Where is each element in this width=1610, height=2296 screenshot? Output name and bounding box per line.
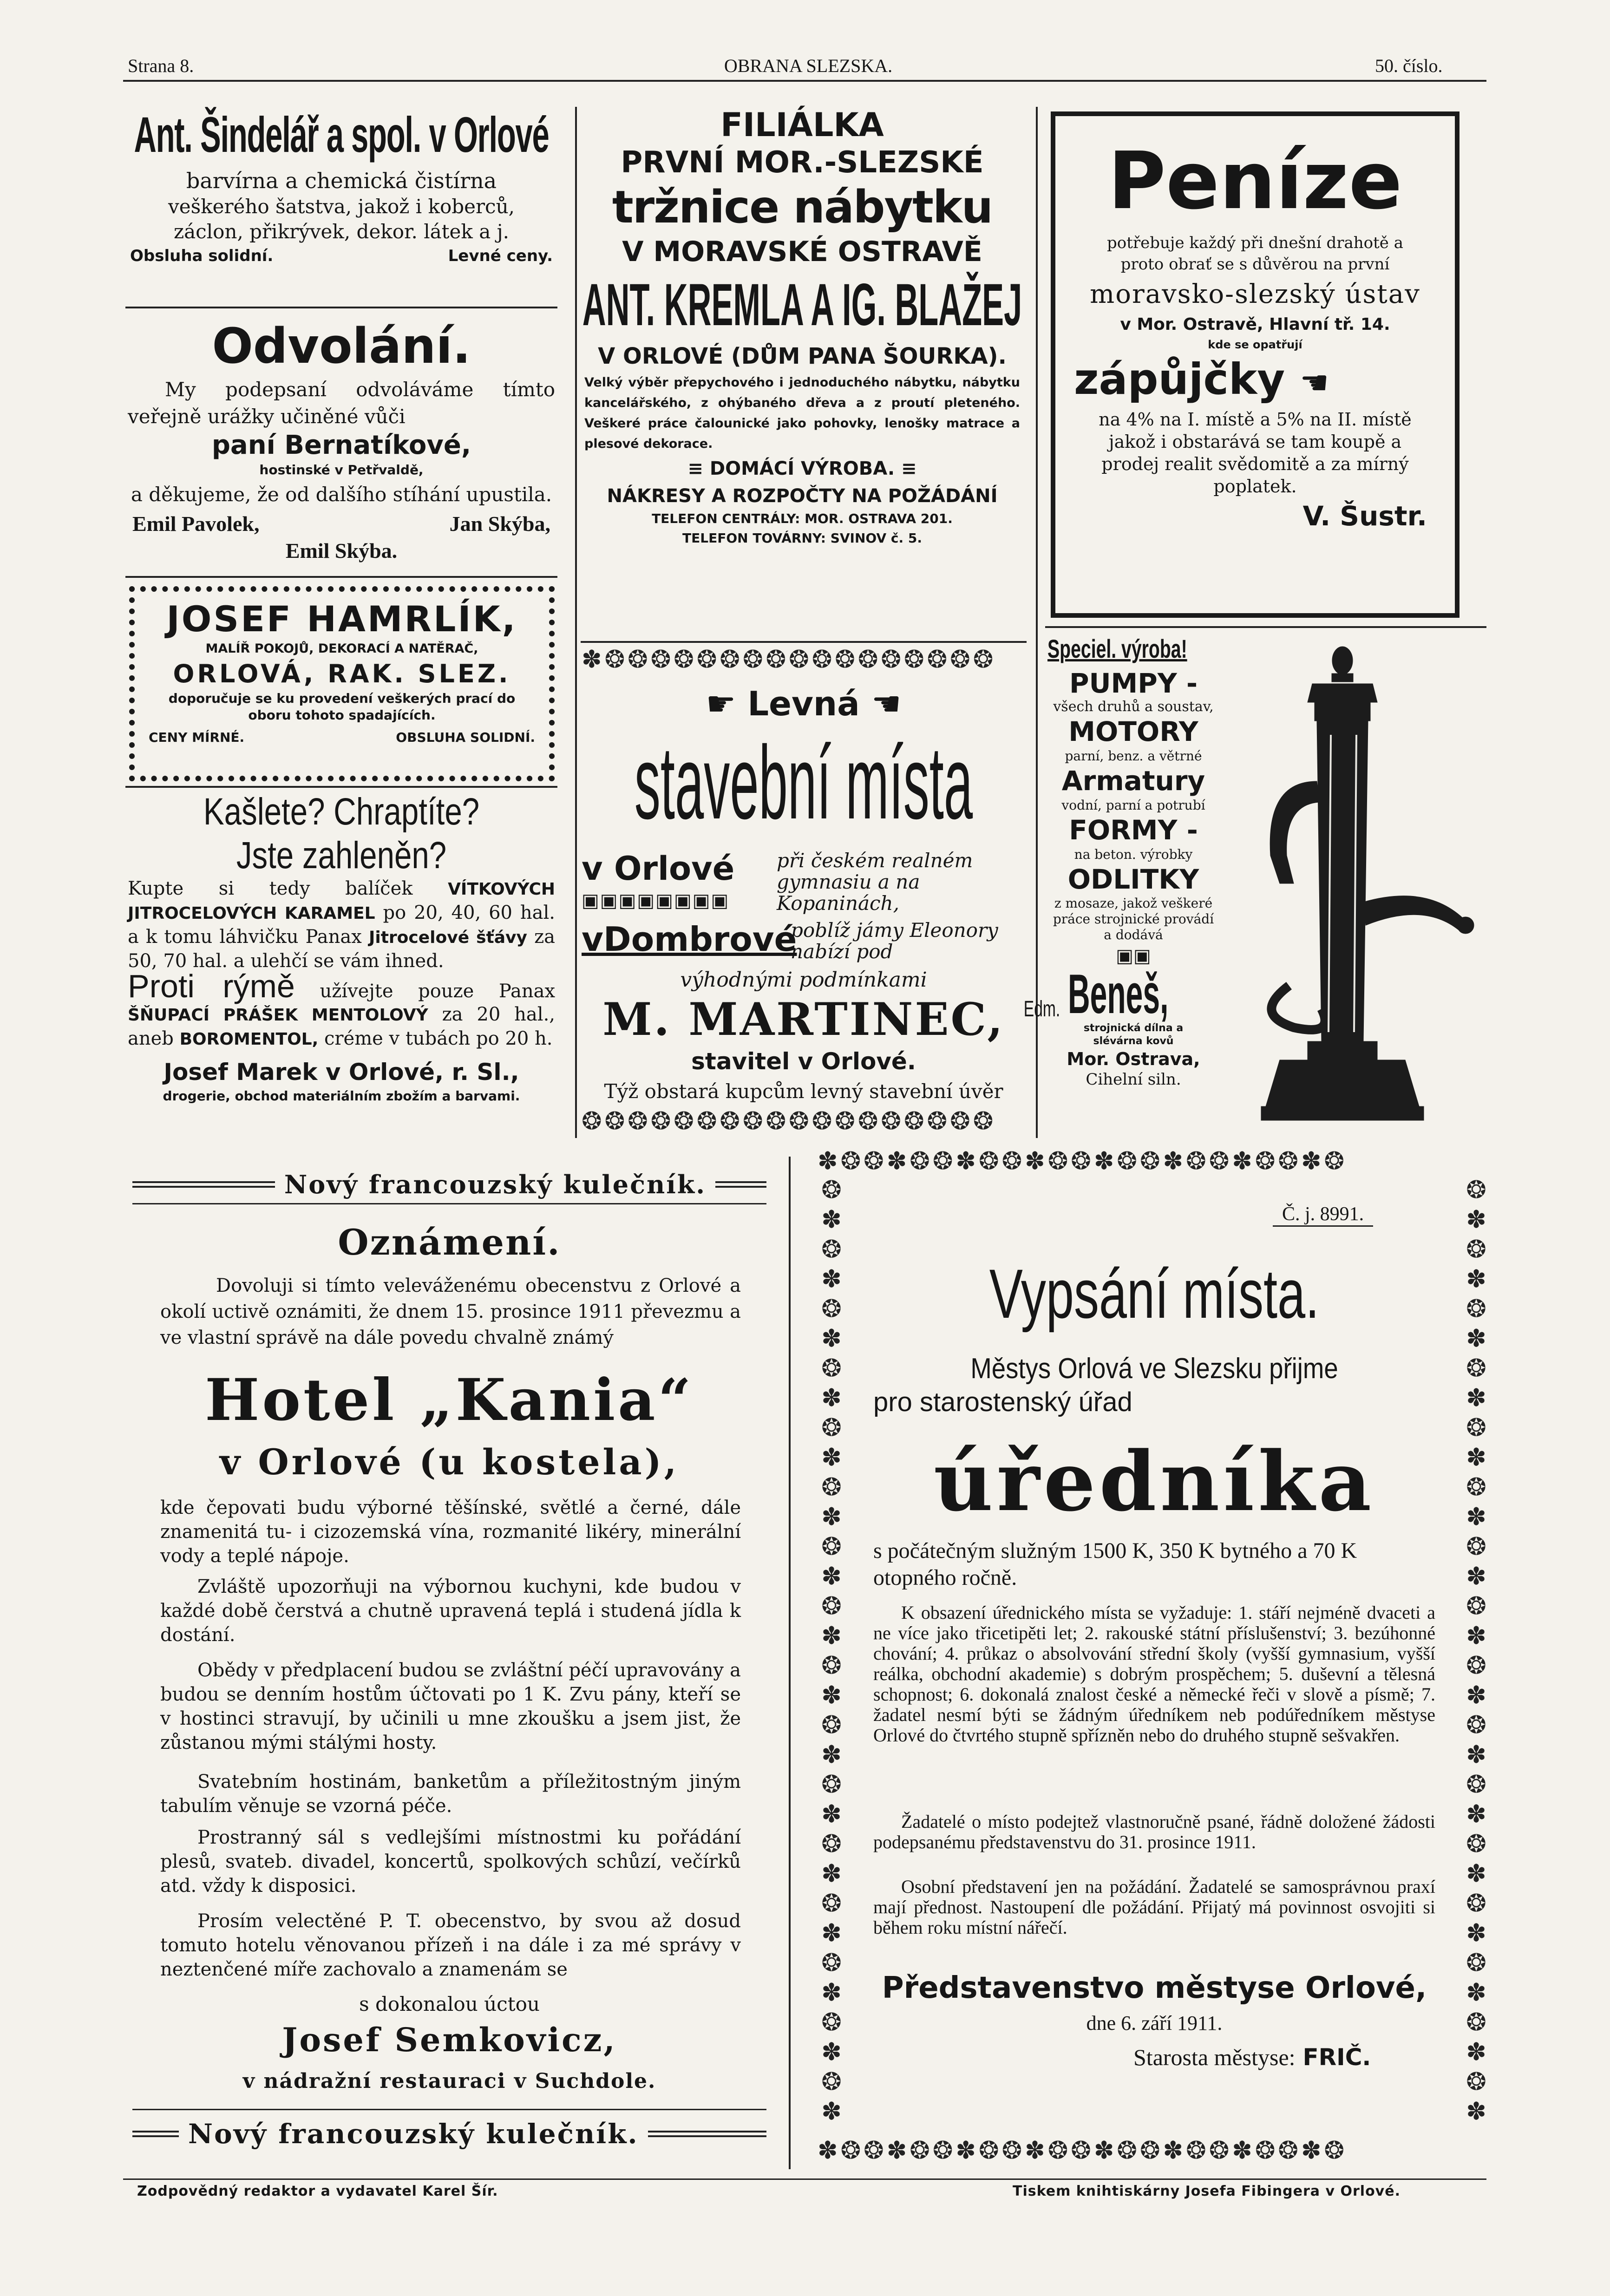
issue-number: 50. číslo. xyxy=(1375,55,1443,76)
sindelar-line1: barvírna a chemická čistírna xyxy=(186,168,497,193)
vypsani-board: Představenstvo městyse Orlové, xyxy=(882,1971,1427,2005)
rosette-frame-right: ❂✽❂✽❂✽❂✽❂✽❂✽❂✽❂✽❂✽❂✽❂✽❂✽❂✽❂✽❂✽❂✽ xyxy=(1466,1176,1486,2126)
pump-pedestal xyxy=(1266,1060,1419,1106)
kania-banner2: Nový francouzský kulečník. xyxy=(188,2118,639,2150)
footer-rule xyxy=(123,2178,1486,2180)
benes-p4: FORMY - xyxy=(1069,814,1198,846)
benes-ad xyxy=(1024,633,1489,1139)
rosette-border-top: ✽❂❂❂❂❂❂❂❂❂❂❂❂❂❂❂❂❂ xyxy=(582,646,996,674)
benes-p4d: na beton. výrobky xyxy=(1074,847,1193,862)
vypsani-p1: K obsazení úřednického místa se vyžaduje: 1. stáří nejméně dvaceti a ne více jako třicetipěti let; 2. rakouské státní příslušenství; 3. bezúhonné chování; 4. průkaz o absolvování střední školy (vyšší gymnasium, vyšší reálka, obchodní akademie) s dobrým prospěchem; 5. duševní a tělesná schopnost; 6. dokonalá znalost české a německé řeči v slově a písmě; 7. žadatel nesmí býti se žádným úředníkem neb podúředníkem městyse Orlové do čtvrtého stupně spřízněn nebo do druhého stupně sešvakřen. xyxy=(873,1602,1435,1746)
hamrlik-title: JOSEF HAMRLÍK, xyxy=(166,598,517,640)
rosette-frame-left: ❂✽❂✽❂✽❂✽❂✽❂✽❂✽❂✽❂✽❂✽❂✽❂✽❂✽❂✽❂✽❂✽ xyxy=(821,1176,842,2126)
vypsani-p2: Žadatelé o místo podejtež vlastnoručně psané, řádně doložené žádosti podepsanému představenstvu do 31. prosince 1911. xyxy=(873,1811,1435,1852)
martinec-foot: Týž obstará kupcům levný stavební úvěr xyxy=(604,1080,1003,1103)
penize-sig: V. Šustr. xyxy=(1302,500,1427,532)
water-pump-illustration xyxy=(1224,642,1484,1134)
benes-p2: MOTORY xyxy=(1068,716,1198,747)
benes-addr: Cihelní siln. xyxy=(1086,1070,1181,1089)
marek-sub: drogerie, obchod materiálním zbožím a barvami. xyxy=(163,1088,520,1104)
penize-l5: zápůjčky xyxy=(1074,354,1285,404)
kania-p2: kde čepovati budu výborné těšínské, světlé a černé, dále znamenitá tu- i cizozemská vína, rozmanité likéry, minerální vody a teplé nápoje. xyxy=(160,1497,741,1567)
marek-p1b: VÍTKOVÝCH JITROCELOVÝCH KARAMEL xyxy=(128,880,555,923)
marek-p2e: créme v tubách po 20 h. xyxy=(324,1028,553,1049)
vypsani-cj: Č. j. 8991. xyxy=(1273,1203,1373,1227)
vypsani-title: Vypsání místa. xyxy=(989,1255,1320,1333)
marek-p1a: Kupte si tedy balíček xyxy=(128,878,413,899)
kania-p4: Obědy v předplacení budou se zvláštní péčí upravovány a budou se denním hostům účtovati po 1 K. Zvu pány, kteří se v hostinci stravují, by učinili u mne zkoušku a jsem jist, že zůstanou mými stálými hosty. xyxy=(160,1660,741,1753)
martinec-v3: výhodnými podmínkami xyxy=(680,968,927,992)
marek-ad xyxy=(128,790,555,1104)
odvolani-sig1: Emil Pavolek, xyxy=(132,512,260,536)
marek-p1c: po 20, 40, 60 hal. a k tomu láhvičku Panax xyxy=(128,902,555,948)
footer-editor: Zodpovědný redaktor a vydavatel Karel Šír. xyxy=(137,2183,498,2199)
marek-p1d: Jitrocelové šťávy xyxy=(368,928,527,947)
kania-sub: v nádražní restauraci v Suchdole. xyxy=(242,2069,656,2093)
pump-body xyxy=(1317,721,1368,1041)
pump-spout xyxy=(1270,781,1319,883)
sindelar-left: Obsluha solidní. xyxy=(130,247,274,265)
pump-collar xyxy=(1315,702,1370,721)
filialka-body: Velký výběr přepychového i jednoduchého nábytku, nábytku kancelářského, z ohýbaného dřeva a z proutí pleteného. Veškeré práce čalounické jako pohovky, lenošky matrace a plesové dekorace. xyxy=(584,375,1020,451)
martinec-v1: v Orlové xyxy=(582,850,735,888)
divider xyxy=(581,641,1027,643)
penize-title: Peníze xyxy=(1108,135,1402,227)
kania-place: v Orlové (u kostela), xyxy=(219,1441,680,1483)
kania-hotel: Hotel „Kania“ xyxy=(205,1367,694,1434)
filialka-domaci: DOMÁCÍ VÝROBA. xyxy=(709,458,895,479)
benes-p3d: vodní, parní a potrubí xyxy=(1061,798,1205,813)
hamrlik-ad xyxy=(129,586,555,781)
vypsani-l1: Městys Orlová ve Slezsku přijme xyxy=(970,1353,1338,1385)
marek-p2b: ŠŇUPACÍ PRÁŠEK MENTOLOVÝ xyxy=(128,1006,428,1025)
martinec-v1d: při českém realném gymnasiu a na Kopaninách, xyxy=(777,849,973,915)
column-rule xyxy=(1036,107,1038,1138)
penize-l4: kde se opatřují xyxy=(1208,338,1302,351)
marek-h2: Jste zahleněn? xyxy=(236,834,447,877)
pump-base-ring xyxy=(1308,1041,1377,1060)
filialka-tel2: TELEFON TOVÁRNY: SVINOV č. 5. xyxy=(682,530,922,546)
vypsani-date: dne 6. září 1911. xyxy=(1086,2012,1223,2034)
martinec-v2: vDombrové xyxy=(582,920,797,959)
benes-p1: PUMPY - xyxy=(1069,667,1198,699)
pump-cap xyxy=(1308,684,1377,702)
benes-head: Speciel. výroba! xyxy=(1047,634,1187,663)
vypsani-l3: s počátečným služným 1500 K, 350 K bytného a 70 K otopného ročně. xyxy=(873,1538,1357,1590)
hand-icon: ☛ xyxy=(706,684,736,723)
martinec-ad xyxy=(582,646,1026,1138)
penize-l2: moravsko-slezský ústav xyxy=(1090,279,1420,309)
hand-icon: ☚ xyxy=(871,684,902,723)
odvolani-sub: hostinské v Petřvaldě, xyxy=(259,462,424,478)
vypsani-l2: pro starostenský úřad xyxy=(873,1387,1132,1417)
vypsani-ad xyxy=(855,1184,1454,2132)
hand-icon: ☚ xyxy=(1300,364,1329,402)
odvolani-p1: My podepsaní odvoláváme tímto veřejně urážky učiněné vůči xyxy=(128,378,555,428)
hamrlik-line3: doporučuje se ku provedení veškerých prací do oboru tohoto spadajících. xyxy=(168,691,516,723)
benes-city: Mor. Ostrava, xyxy=(1067,1049,1200,1069)
marek-name: Josef Marek v Orlové, r. Sl., xyxy=(164,1059,519,1086)
penize-ad xyxy=(1051,111,1459,618)
kania-banner: Nový francouzský kulečník. xyxy=(284,1170,706,1199)
kania-p5: Svatebním hostinám, banketům a příležitostným jiným tabulím věnuje se vzorná péče. xyxy=(160,1771,741,1817)
filialka-l1: FILIÁLKA xyxy=(720,106,884,144)
marek-p2c: za 20 hal., aneb xyxy=(128,1004,555,1049)
marek-p2a: užívejte pouze Panax xyxy=(320,981,556,1002)
pump-handle-knob xyxy=(1457,917,1474,934)
pump-finial xyxy=(1332,647,1353,674)
benes-p5d: z mosaze, jakož veškeré práce strojnické provádí a dodává xyxy=(1053,896,1214,942)
filialka-l6: V ORLOVÉ (DŮM PANA ŠOURKA). xyxy=(598,343,1007,369)
martinec-big: stavební místa xyxy=(634,725,973,841)
kania-title: Oznámení. xyxy=(338,1222,561,1263)
penize-l6: na 4% na I. místě a 5% na II. místě jakož i obstarává se tam koupě a prodej realit svědomitě a za mírný poplatek. xyxy=(1099,409,1412,497)
column-rule xyxy=(789,1157,791,2169)
rosette-border-bottom: ❂❂❂❂❂❂❂❂❂❂❂❂❂❂❂❂❂❂ xyxy=(582,1107,996,1135)
divider xyxy=(125,786,557,788)
hamrlik-line2: ORLOVÁ, RAK. SLEZ. xyxy=(173,659,511,688)
pump-pipe xyxy=(1271,986,1325,1030)
filialka-tel1: TELEFON CENTRÁLY: MOR. OSTRAVA 201. xyxy=(652,511,953,526)
benes-edm: Edm. xyxy=(1024,997,1060,1021)
benes-p3: Armatury xyxy=(1061,765,1205,797)
sindelar-right: Levné ceny. xyxy=(448,247,553,265)
kania-p1: Dovoluji si tímto veleváženému obecenstvu z Orlové a okolí uctivě oznámiti, že dnem 15. prosince 1911 převezmu a ve vlastní správě na dále povedu chvalně známý xyxy=(160,1275,741,1348)
pump-handle xyxy=(1363,896,1466,930)
odvolani-sig3: Emil Skýba. xyxy=(285,539,398,563)
benes-p1d: všech druhů a soustav, xyxy=(1053,699,1214,715)
marek-h1: Kašlete? Chraptíte? xyxy=(203,791,480,833)
square-row: ▣▣ xyxy=(1116,945,1151,967)
sindelar-line3: záclon, přikrývek, dekor. látek a j. xyxy=(174,220,509,243)
odvolani-p2: a děkujeme, že od dalšího stíhání upustila. xyxy=(131,483,552,506)
sindelar-title: Ant. Šindelář a spol. v Orlové xyxy=(134,106,549,163)
benes-p5: ODLITKY xyxy=(1067,863,1199,895)
odvolani-title: Odvolání. xyxy=(212,318,471,374)
filialka-l2: PRVNÍ MOR.-SLEZSKÉ xyxy=(621,145,984,180)
footer-printer: Tiskem knihtiskárny Josefa Fibingera v Orlové. xyxy=(1013,2183,1401,2199)
kania-sig: Josef Semkovicz, xyxy=(282,2021,617,2059)
vypsani-p3: Osobní představení jen na požádání. Žadatelé se samosprávnou praxí mají přednost. Nastoupení dle požádání. Přijatý má povinnost osvojiti si během roku místní nářečí. xyxy=(873,1876,1435,1938)
martinec-h: Levná xyxy=(747,684,860,723)
martinec-v2d: poblíž jámy Eleonory nabízí pod xyxy=(791,919,998,963)
square-row: ▣▣▣▣▣▣▣▣ xyxy=(582,890,730,911)
pump-finial-neck xyxy=(1332,674,1353,682)
rosette-frame-bottom: ✽❂❂✽❂❂✽❂❂✽❂❂✽❂❂✽❂❂✽❂❂✽❂ xyxy=(818,2137,1348,2165)
page-number: Strana 8. xyxy=(128,55,194,76)
sindelar-line2: veškerého šatstva, jakož i koberců, xyxy=(168,195,515,218)
divider xyxy=(132,2109,766,2110)
divider xyxy=(132,1203,766,1204)
rosette-icon: ✽ xyxy=(582,646,605,674)
pump-foot xyxy=(1261,1106,1424,1120)
marek-p1e: za 50, 70 hal. a ulehčí se vám ihned. xyxy=(128,926,555,972)
odvolani-name: paní Bernatíkové, xyxy=(211,430,471,460)
rosette-frame-top: ✽❂❂✽❂❂✽❂❂✽❂❂✽❂❂✽❂❂✽❂❂✽❂ xyxy=(818,1147,1348,1175)
filialka-l4: V MORAVSKÉ OSTRAVĚ xyxy=(622,235,982,268)
divider xyxy=(1045,626,1486,628)
benes-sub: strojnická dílna a slévárna kovů xyxy=(1083,1022,1184,1047)
divider xyxy=(125,307,557,308)
penize-l1: potřebuje každý při dnešní drahotě a proto obrať se s důvěrou na první xyxy=(1107,234,1403,274)
column-rule xyxy=(575,107,577,1138)
marek-p2d: BOROMENTOL, xyxy=(179,1030,319,1049)
filialka-nakresy: NÁKRESY A ROZPOČTY NA POŽÁDÁNÍ xyxy=(607,485,998,507)
benes-p2d: parní, benz. a větrné xyxy=(1065,748,1202,764)
kania-p3: Zvláště upozorňuji na výbornou kuchyni, kde budou v každé době čerstvá a chutně upravená teplá i studená jídla k dostání. xyxy=(160,1576,741,1646)
kania-p6: Prostranný sál s vedlejšími místnostmi ku pořádání plesů, svateb. divadel, koncertů, spolkových schůzí, večírků atd. vždy k disposici. xyxy=(160,1827,741,1897)
sindelar-ad xyxy=(125,102,557,268)
marek-rh: Proti rýmě xyxy=(128,968,295,1004)
benes-name: Beneš, xyxy=(1068,963,1169,1025)
paper-title: OBRANA SLEZSKA. xyxy=(724,55,893,76)
odvolani-ad xyxy=(128,316,555,564)
divider xyxy=(125,576,557,578)
penize-l3: v Mor. Ostravě, Hlavní tř. 14. xyxy=(1120,315,1390,334)
hamrlik-left: CENY MÍRNÉ. xyxy=(149,730,245,745)
filialka-l5: ANT. KREMLA A IG. BLAŽEJ xyxy=(582,272,1022,338)
vypsani-big: úředníka xyxy=(933,1433,1375,1530)
martinec-sub: stavitel v Orlové. xyxy=(691,1048,916,1075)
vypsani-sig1: Starosta městyse: xyxy=(1133,2044,1296,2070)
header-rule xyxy=(123,80,1486,82)
hamrlik-right: OBSLUHA SOLIDNÍ. xyxy=(396,730,535,745)
odvolani-sig2: Jan Skýba, xyxy=(449,512,550,536)
kania-uctou: s dokonalou úctou xyxy=(359,1993,540,2015)
hamrlik-line1: MALÍŘ POKOJŮ, DEKORACÍ A NATĚRAČ, xyxy=(205,641,478,656)
vypsani-sig2: FRIČ. xyxy=(1302,2044,1371,2071)
kania-p7: Prosím velectěné P. T. obecenstvo, by svou až dosud tomuto hotelu věnovanou přízeň i na dále i za mé správy v neztenčené míře zachovalo a znamenám se xyxy=(160,1910,741,1980)
filialka-l3: tržnice nábytku xyxy=(612,181,993,233)
martinec-name: M. MARTINEC, xyxy=(602,993,1005,1046)
filialka-ad: FILIÁLKA PRVNÍ MOR.-SLEZSKÉ tržnice nábytku V MORAVSKÉ OSTRAVĚ ANT. KREMLA A IG. BLAŽEJ V ORLOVÉ (DŮM PANA ŠOURKA). Velký výběr přepychového i jednoduchého nábytku, nábytku kancelářského, z ohýbaného dřeva a z proutí pleteného. Veškeré práce čalounické jako pohovky, lenošky matrace a plesové dekorace. ≡ DOMÁCÍ VÝROBA. ≡ NÁKRESY A ROZPOČTY NA POŽÁDÁNÍ TELEFON CENTRÁLY: MOR. OSTRAVA 201. TELEFON TOVÁRNY: SVINOV č. 5. xyxy=(582,106,1023,548)
kania-ad xyxy=(132,1161,766,2165)
